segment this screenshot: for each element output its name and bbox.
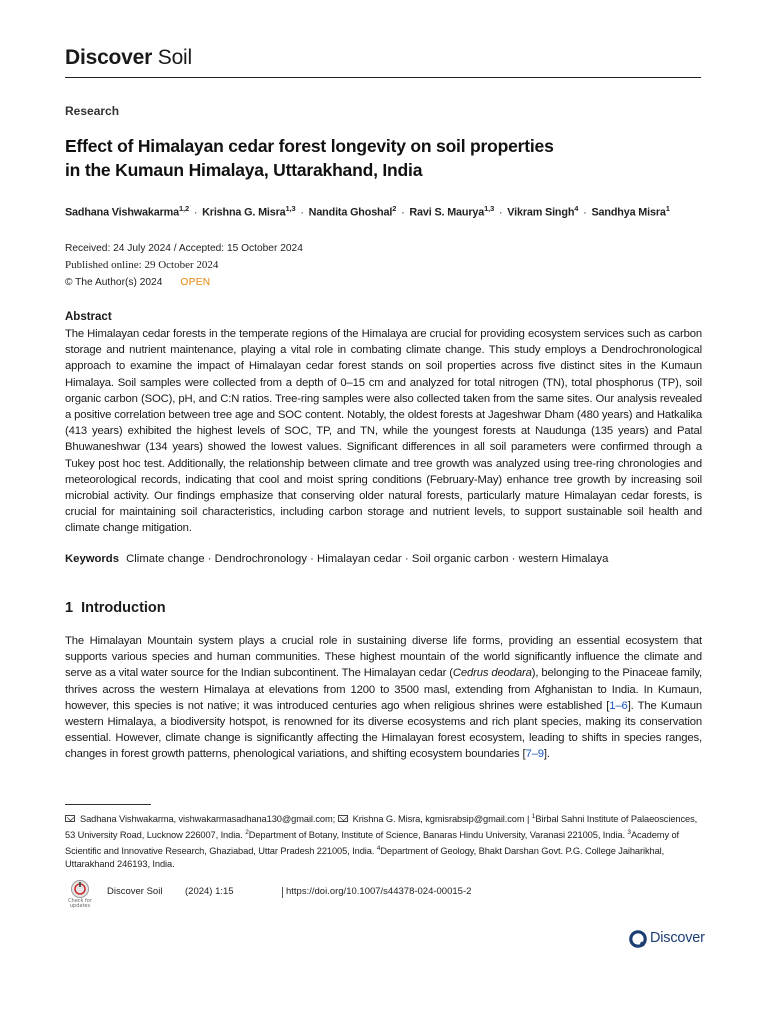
doi-link[interactable]: https://doi.org/10.1007/s44378-024-00015-2 <box>286 886 472 897</box>
species-name: Cedrus deodara <box>452 667 532 680</box>
article-type: Research <box>65 104 120 118</box>
author-affiliation: 1 <box>665 204 670 213</box>
title-line-1: Effect of Himalayan cedar forest longevity on soil properties <box>65 136 554 156</box>
author-name[interactable]: Krishna G. Misra <box>202 206 286 219</box>
citation-link[interactable]: 7–9 <box>525 748 544 761</box>
keywords-list: Climate change · Dendrochronology · Himalayan cedar · Soil organic carbon · western Himalaya <box>126 553 609 565</box>
abstract-text: The Himalayan cedar forests in the temperate regions of the Himalaya are crucial for providing ecosystem services such as carbon storage and nutrient maintenance, playing a vital role in combating climate change. This study employs a Dendrochronological approach to examine the impact of Himalayan cedar forest stands on soil properties across five distinct sites in the Kumaun Himalaya. Soil samples were collected from a depth of 0–15 cm and analyzed for total nitrogen (TN), total phosphorus (TP), soil organic carbon (SOC), pH, and C:N ratios. Tree-ring samples were also collected taken from the same sites. Our analysis revealed a positive correlation between tree age and SOC content. Notably, the oldest forests at Jageshwar Dham (480 years) and Hatkalika (413 years) exhibited the highest levels of SOC, TP, and TN, while the youngest forests at Naudunga (135 years) and Patal Bhuwaneshwar (134 years) showed the lowest values. Significant differences in all soil parameters were confirmed through a Tukey post hoc test. Additionally, the relationship between climate and tree growth was analyzed using tree-ring chronologies and meteorological records, indicating that cool and moist spring conditions (February-May) enhance tree growth by increasing soil microbial activity. Our findings emphasize that conserving older natural forests, particularly mature Himalayan cedar forests, is crucial for maintaining soil characteristics, including carbon storage and nutrient levels, to support sustainable soil health and climate change mitigation. <box>65 328 702 535</box>
open-access-badge[interactable]: OPEN <box>180 277 211 288</box>
introduction-paragraph <box>65 633 702 763</box>
author-affiliation: 2 <box>392 204 397 213</box>
journal-name-rest: Soil <box>157 46 192 69</box>
journal-name-bold: Discover <box>65 46 153 69</box>
article-dates <box>65 240 303 291</box>
author-name[interactable]: Vikram Singh <box>507 206 575 219</box>
crossmark-icon <box>65 879 95 899</box>
affiliation: Academy of Scientific and Innovative Research, Ghaziabad, Uttar Pradesh 221005, India. <box>65 830 680 857</box>
abstract-heading: Abstract <box>65 311 112 323</box>
keywords <box>65 553 608 565</box>
footer-divider <box>282 887 283 898</box>
author-list: Sadhana Vishwakarma$^{1,2}$ · Krishna G. Misra$^{1,3}$ · Nandita Ghoshal$^2$ · Ravi S. Maurya$^{1,3}$ · Vikram Singh$^4$ · Sandhya Misra$^1$ <box>65 204 670 219</box>
intro-text: ]. <box>543 748 550 761</box>
section-title: Introduction <box>81 600 166 616</box>
keywords-label: Keywords <box>65 553 119 565</box>
author-name[interactable]: Sadhana Vishwakarma <box>65 206 179 219</box>
footer-citation: (2024) 1:15 <box>185 886 234 897</box>
copyright: © The Author(s) 2024 <box>65 277 163 288</box>
mail-icon <box>338 815 348 822</box>
crossmark-label: Check for updates <box>68 898 92 909</box>
intro-text: ]. The Kumaun western Himalaya, a biodiversity hotspot, is renowned for its diverse ecosystems and rich plant species, making its conservation essential. However, climate change is significantly affecting the Himalayan forest ecosystem, leading to shifts in species ranges, changes in forest growth patterns, phenological variations, and shifting ecosystem boundaries [ <box>65 699 702 761</box>
footnote: Sadhana Vishwakarma, vishwakarmasadhana130@gmail.com; Krishna G. Misra, kgmisrabsip@gmail.com | $^1$Birbal Sahni Institute of Palaeosciences, 53 University Road, Lucknow 226007, India. $^2$Department of Botany, Institute of Science, Banaras Hindu University, Varanasi 221005, India. $^3$Academy of Scientific and Innovative Research, Ghaziabad, Uttar Pradesh 221005, India. $^4$Department of Geology, Bhakt Darshan Govt. P.G. College Jaiharikhal, Uttarakhand 246193, India. <box>65 813 698 870</box>
section-heading-introduction <box>65 600 166 616</box>
intro-text: ), belonging to the Pinaceae family, thrives across the western Himalaya at elevations from 1200 to 3500 masl, extending from Afghanistan to India. In Kumaun, however, this species is not native; it was introduced centuries ago when religious shrines were established [ <box>65 667 702 712</box>
page-footer <box>65 879 705 909</box>
contact-email[interactable]: Sadhana Vishwakarma, vishwakarmasadhana130@gmail.com; <box>80 814 336 825</box>
discover-logo-text: Discover <box>650 930 705 946</box>
author-affiliation: 1,3 <box>484 204 495 213</box>
author-affiliation: 1,2 <box>178 204 189 213</box>
footnote-rule <box>65 804 151 805</box>
mail-icon <box>65 815 75 822</box>
affiliation: Department of Botany, Institute of Science, Banaras Hindu University, Varanasi 221005, India. <box>248 830 628 841</box>
author-affiliation: 1,3 <box>285 204 296 213</box>
author-name[interactable]: Nandita Ghoshal <box>308 206 393 219</box>
crossmark-badge[interactable] <box>65 879 95 909</box>
affiliation: Birbal Sahni Institute of Palaeosciences, 53 University Road, Lucknow 226007, India. <box>65 814 698 841</box>
title-line-2: in the Kumaun Himalaya, Uttarakhand, India <box>65 160 423 180</box>
author-name[interactable]: Ravi S. Maurya <box>409 206 485 219</box>
received-accepted: Received: 24 July 2024 / Accepted: 15 October 2024 <box>65 243 303 254</box>
contact-email[interactable]: Krishna G. Misra, kgmisrabsip@gmail.com | <box>352 814 532 825</box>
published-online: Published online: 29 October 2024 <box>65 259 219 271</box>
discover-logo-icon <box>628 929 648 949</box>
journal-header <box>65 46 192 70</box>
footer-journal: Discover Soil <box>107 886 163 897</box>
copyright-line <box>65 274 303 291</box>
author-affiliation: 4 <box>574 204 579 213</box>
author-name[interactable]: Sandhya Misra <box>591 206 666 219</box>
header-rule <box>65 77 701 78</box>
section-number: 1 <box>65 600 74 616</box>
article-title <box>65 134 685 182</box>
affiliation: Department of Geology, Bhakt Darshan Govt. P.G. College Jaiharikhal, Uttarakhand 246193, India. <box>65 846 665 870</box>
citation-link[interactable]: 1–6 <box>609 699 628 712</box>
intro-text: The Himalayan Mountain system plays a crucial role in sustaining diverse life forms, providing an essential ecosystem that supports various species and human communities. These highest mountain of the world significantly influence the climate and serve as a vital water source for the Indian subcontinent. The Himalayan cedar ( <box>65 635 702 680</box>
